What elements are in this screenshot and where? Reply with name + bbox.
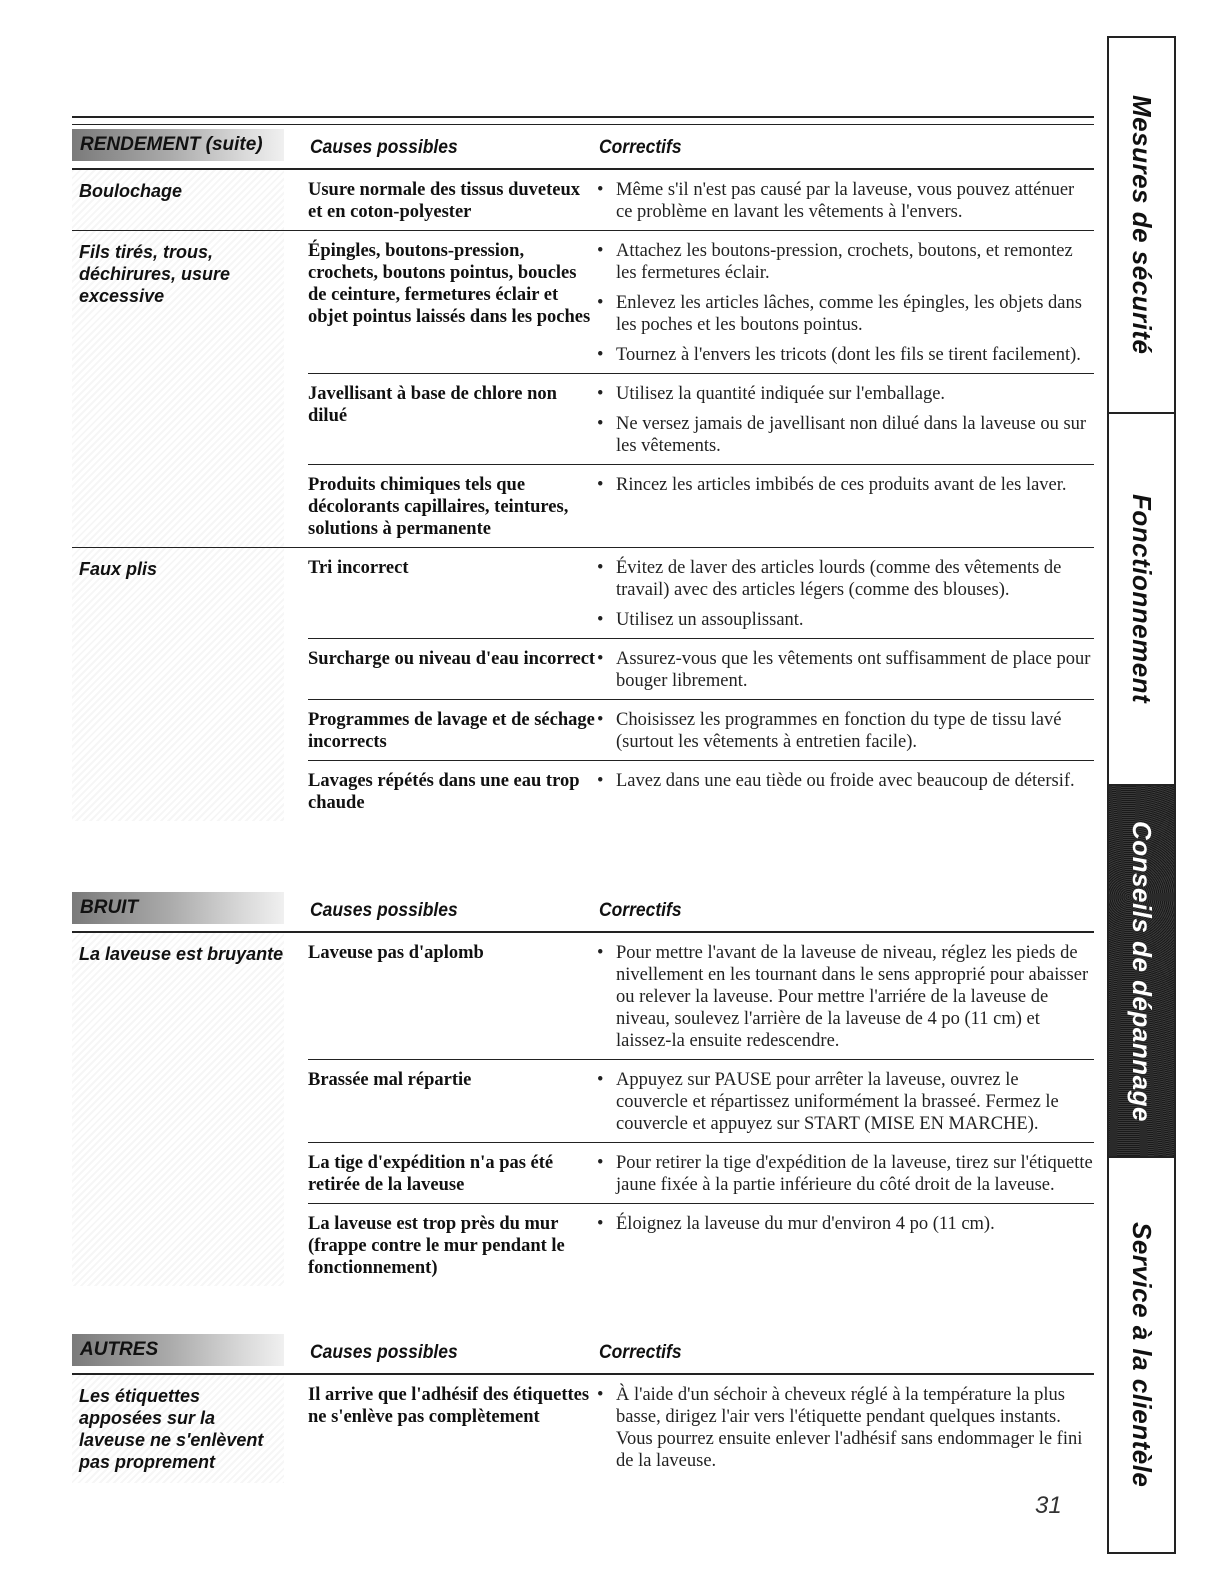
side-tabs [1107,36,1176,1554]
problem-label: Fils tirés, trous, déchirures, usure excessive [72,231,284,547]
fix-item: • Même s'il n'est pas causé par la laveuse, vous pouvez atténuer ce problème en lavant les vêtements à l'envers. [597,179,1094,223]
fix-item: • Ne versez jamais de javellisant non dilué dans la laveuse ou sur les vêtements. [597,413,1094,457]
section-header [72,1332,1094,1375]
tab-label: Mesures de sécurité [1127,95,1157,355]
cause-row [308,1142,1094,1203]
cause-text: Épingles, boutons-pression, crochets, boutons pointus, boucles de ceinture, fermetures éclair et objet pointus laissés dans les poches [308,241,591,327]
fix-item: • Tournez à l'envers les tricots (dont les fils se tirent facilement). [597,344,1094,366]
fix-item: • Éloignez la laveuse du mur d'environ 4 po (11 cm). [597,1213,1094,1235]
cause-text: Usure normale des tissus duveteux et en coton-polyester [308,180,581,222]
section-autres [72,1332,1094,1483]
cause-text: Brassée mal répartie [308,1070,472,1090]
fix-item: • Enlevez les articles lâches, comme les épingles, les objets dans les poches et les boutons pointus. [597,292,1094,336]
fixes-header: Correctifs [599,137,682,158]
tab-fonctionnement[interactable] [1109,414,1174,786]
cause-row [308,1203,1094,1286]
cause-text: La laveuse est trop près du mur (frappe contre le mur pendant le fonctionnement) [308,1214,565,1278]
fix-item: • Lavez dans une eau tiède ou froide avec beaucoup de détersif. [597,770,1094,792]
cause-row [308,760,1094,821]
cause-row [308,170,1094,230]
cause-text: Laveuse pas d'aplomb [308,943,484,963]
cause-row [308,699,1094,760]
problem-group [72,933,1094,1286]
fix-item: • Pour mettre l'avant de la laveuse de niveau, réglez les pieds de nivellement en les tournant dans le sens approprié pour abaisser ou relever la laveuse. Pour mettre l'arriére de la laveuse de niveau, soulevez l'arrière de la laveuse de 4 po (11 cm) et laissez-la ensuite redescendre. [597,942,1094,1052]
problem-label: La laveuse est bruyante [72,933,284,1286]
tab-conseils-de-depannage[interactable] [1109,786,1174,1158]
cause-text: La tige d'expédition n'a pas été retirée de la laveuse [308,1153,554,1195]
section-label: RENDEMENT (suite) [72,129,284,161]
cause-row [308,933,1094,1059]
problem-group [72,231,1094,548]
causes-header: Causes possibles [310,137,458,158]
problem-label: Boulochage [72,170,284,230]
fix-item: • Rincez les articles imbibés de ces produits avant de les laver. [597,474,1094,496]
fix-item: • Évitez de laver des articles lourds (comme des vêtements de travail) avec des articles légers (comme des blouses). [597,557,1094,601]
cause-text: Surcharge ou niveau d'eau incorrect [308,649,596,669]
cause-text: Tri incorrect [308,558,409,578]
cause-text: Il arrive que l'adhésif des étiquettes ne s'enlève pas complètement [308,1385,590,1427]
cause-text: Javellisant à base de chlore non dilué [308,384,557,426]
cause-row [308,548,1094,638]
fix-item: • Appuyez sur PAUSE pour arrêter la laveuse, ouvrez le couvercle et répartissez uniformément la brasseé. Fermez le couvercle et appuyez sur START (MISE EN MARCHE). [597,1069,1094,1135]
tab-label: Fonctionnement [1127,494,1157,704]
tab-label: Service à la clientèle [1127,1222,1157,1488]
section-bruit [72,890,1094,1286]
cause-row [308,1059,1094,1142]
fix-item: • Utilisez la quantité indiquée sur l'emballage. [597,383,1094,405]
section-label: AUTRES [72,1334,284,1366]
cause-text: Produits chimiques tels que décolorants capillaires, teintures, solutions à permanente [308,475,569,539]
fix-item: • Pour retirer la tige d'expédition de la laveuse, tirez sur l'étiquette jaune fixée à la partie inférieure du côté droit de la laveuse. [597,1152,1094,1196]
fixes-header: Correctifs [599,900,682,921]
fixes-header: Correctifs [599,1342,682,1363]
page-number: 31 [1035,1492,1062,1519]
tab-mesures-de-securite[interactable] [1109,38,1174,414]
fix-item: • Utilisez un assouplissant. [597,609,1094,631]
causes-header: Causes possibles [310,900,458,921]
cause-row [308,231,1094,373]
cause-row [308,373,1094,464]
section-rendement [72,127,1094,821]
tab-service-a-la-clientele[interactable] [1109,1158,1174,1552]
cause-row [308,464,1094,547]
section-header [72,890,1094,933]
fix-item: • Attachez les boutons-pression, crochets, boutons, et remontez les fermetures éclair. [597,240,1094,284]
cause-text: Lavages répétés dans une eau trop chaude [308,771,580,813]
fix-item: • Choisissez les programmes en fonction du type de tissu lavé (surtout les vêtements à entretien facile). [597,709,1094,753]
cause-row [308,638,1094,699]
tab-label: Conseils de dépannage [1127,820,1157,1122]
cause-row [308,1375,1094,1479]
problem-group [72,1375,1094,1483]
section-label: BRUIT [72,892,284,924]
problem-group [72,170,1094,231]
cause-text: Programmes de lavage et de séchage incorrects [308,710,595,752]
fix-item: • Assurez-vous que les vêtements ont suffisamment de place pour bouger librement. [597,648,1094,692]
problem-label: Les étiquettes apposées sur la laveuse ne s'enlèvent pas proprement [72,1375,284,1483]
problem-group [72,548,1094,821]
causes-header: Causes possibles [310,1342,458,1363]
fix-item: • À l'aide d'un séchoir à cheveux réglé à la température la plus basse, dirigez l'air vers l'étiquette pendant quelques instants. Vous pourrez ensuite enlever l'adhésif sans endommager le fini de la laveuse. [597,1384,1094,1472]
section-header [72,127,1094,170]
problem-label: Faux plis [72,548,284,821]
top-rule [72,116,1094,125]
